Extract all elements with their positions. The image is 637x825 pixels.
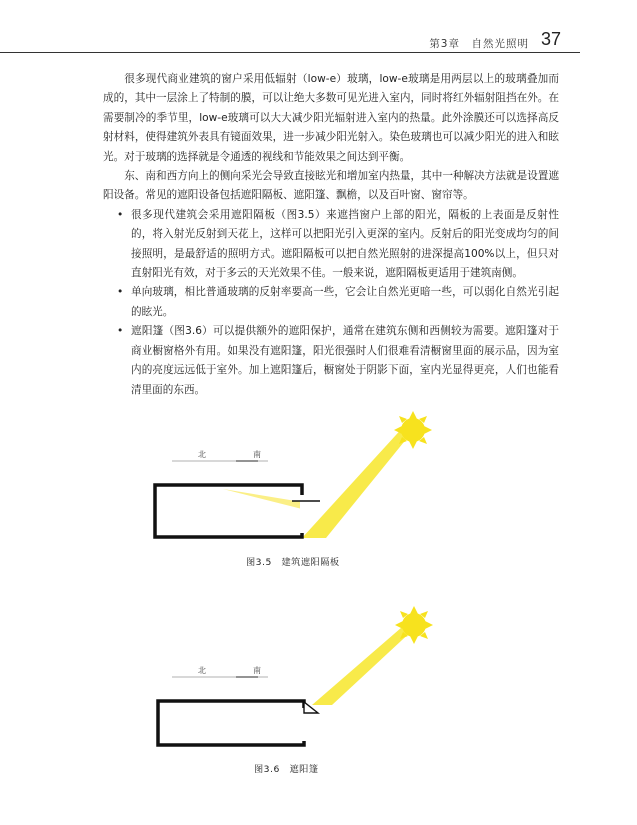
bullet-dot: • <box>117 286 124 299</box>
bullet-text-3: 遮阳篷（图3.6）可以提供额外的遮阳保护，通常在建筑东侧和西侧较为需要。遮阳篷对于商业橱窗格外有用。如果没有遮阳篷，阳光很强时人们很难看清橱窗里面的展示品，因为室内的亮度远远低于室外。加上遮阳篷后，橱窗处于阴影下面，室内光显得更亮，人们也能看清里面的东西。 <box>131 325 559 396</box>
awning-diagram <box>0 595 637 780</box>
north-label: 北 <box>198 666 206 675</box>
page-number: 37 <box>540 29 561 49</box>
north-label: 北 <box>198 450 206 459</box>
light-shelf-diagram <box>0 405 637 575</box>
header-rule <box>0 52 580 53</box>
bullet-item-1 <box>103 206 559 284</box>
figure-3-6 <box>0 595 637 780</box>
bullet-dot: • <box>117 208 124 221</box>
sun-icon <box>395 606 433 644</box>
sun-icon <box>394 411 432 449</box>
figure-caption <box>246 554 340 568</box>
figure-3-5 <box>0 405 637 575</box>
building-section <box>155 485 302 537</box>
chapter-title: 第3章 自然光照明 <box>429 38 529 50</box>
bullet-list <box>103 206 559 400</box>
body-text <box>103 70 559 400</box>
bullet-item-3 <box>103 322 559 400</box>
sunlight-beam <box>302 424 412 538</box>
caption-number: 图3.5 <box>246 557 272 568</box>
bullet-text-2: 单向玻璃，相比普通玻璃的反射率要高一些，它会让自然光更暗一些，可以弱化自然光引起的眩光。 <box>131 286 559 318</box>
bullet-dot: • <box>117 325 124 338</box>
figure-caption <box>254 761 319 775</box>
sunlight-beam <box>312 621 415 705</box>
south-label: 南 <box>253 450 261 459</box>
building-section <box>158 701 304 745</box>
bullet-item-2 <box>103 283 559 322</box>
page-header <box>0 0 637 60</box>
south-label: 南 <box>253 666 261 675</box>
caption-title: 建筑遮阳隔板 <box>281 557 340 568</box>
reflected-light <box>223 489 302 509</box>
paragraph-1: 很多现代商业建筑的窗户采用低辐射（low-e）玻璃，low-e玻璃是用两层以上的玻璃叠加而成的，其中一层涂上了特制的膜，可以让绝大多数可见光进入室内，同时将红外辐射阻挡在外。在需要制冷的季节里，low-e玻璃可以大大减少阳光辐射进入室内的热量。此外涂膜还可以选择高反射材料，使得建筑外表具有镜面效果，进一步减少阳光射入。染色玻璃也可以减少阳光的进入和眩光。对于玻璃的选择就是令通透的视线和节能效果之间达到平衡。 <box>103 73 559 163</box>
bullet-text-1: 很多现代建筑会采用遮阳隔板（图3.5）来遮挡窗户上部的阳光，隔板的上表面是反射性的，将入射光反射到天花上，这样可以把阳光引入更深的室内。反射后的阳光变成均匀的间接照明，是最舒适的照明方式。遮阳隔板可以把自然光照射的进深提高100%以上，但只对直射阳光有效，对于多云的天光效果不佳。一般来说，遮阳隔板更适用于建筑南侧。 <box>131 208 559 280</box>
paragraph-2: 东、南和西方向上的侧向采光会导致直接眩光和增加室内热量，其中一种解决方法就是设置遮阳设备。常见的遮阳设备包括遮阳隔板、遮阳篷、飘檐，以及百叶窗、窗帘等。 <box>103 170 559 202</box>
caption-number: 图3.6 <box>254 764 280 775</box>
caption-title: 遮阳篷 <box>289 764 319 775</box>
